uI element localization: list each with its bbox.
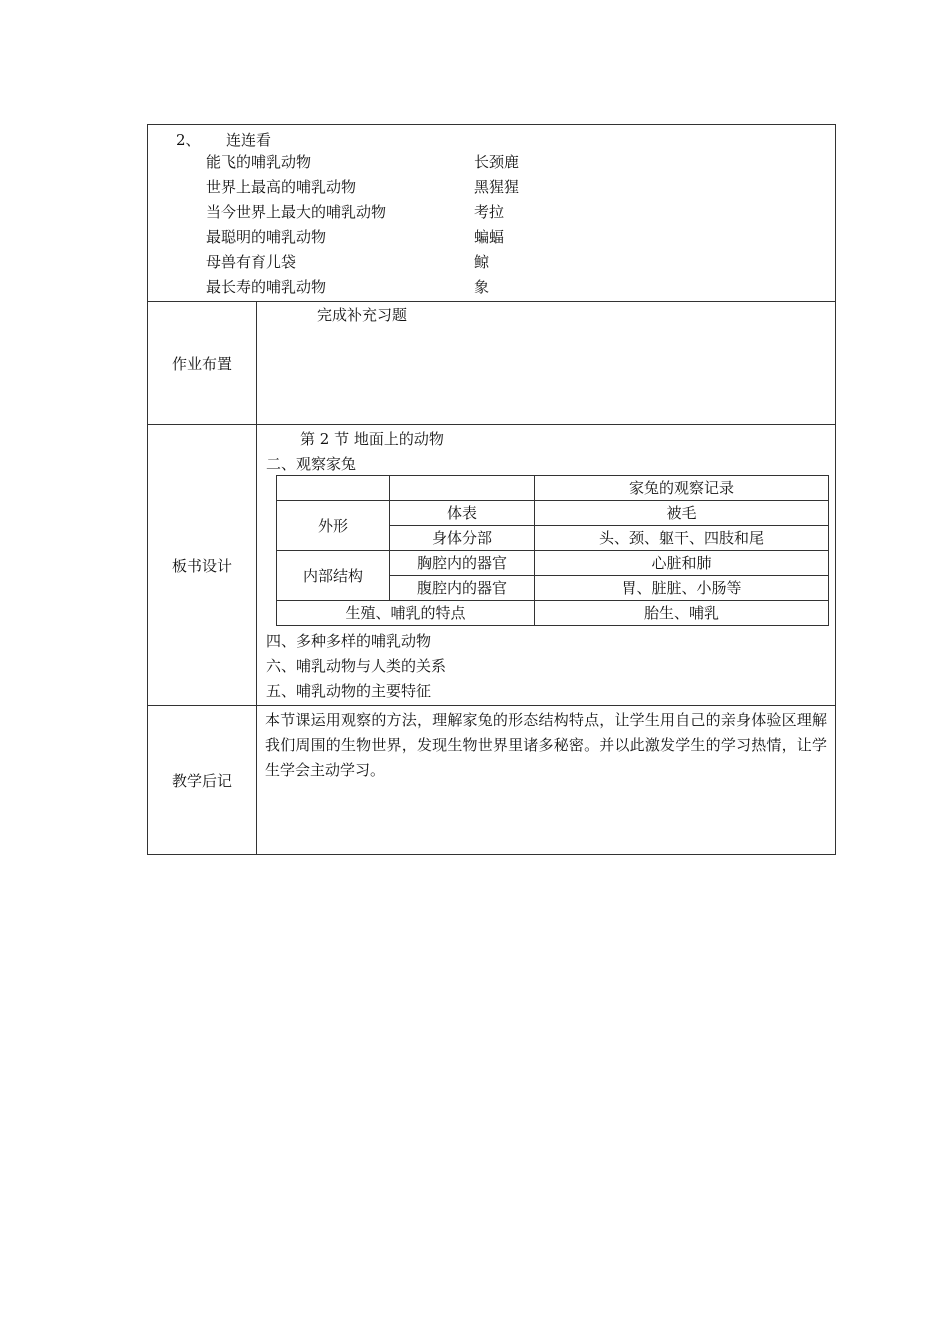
matching-left-item: 当今世界上最大的哺乳动物 bbox=[206, 203, 387, 221]
notes-content bbox=[257, 706, 835, 854]
matching-right-item: 鲸 bbox=[474, 253, 490, 271]
board-line: 五、哺乳动物的主要特征 bbox=[266, 682, 432, 700]
external-label: 外形 bbox=[277, 501, 390, 551]
internal-label: 内部结构 bbox=[277, 551, 390, 601]
homework-row bbox=[148, 302, 835, 425]
matching-row bbox=[206, 175, 826, 200]
table-cell bbox=[277, 476, 390, 501]
matching-left-item: 母兽有育儿袋 bbox=[206, 253, 297, 271]
table-row bbox=[277, 551, 829, 576]
matching-left-item: 最长寿的哺乳动物 bbox=[206, 278, 327, 296]
matching-right-item: 象 bbox=[474, 278, 490, 296]
board-design-row bbox=[148, 425, 835, 706]
table-cell: 体表 bbox=[390, 501, 535, 526]
homework-label: 作业布置 bbox=[148, 302, 257, 424]
matching-left-item: 最聪明的哺乳动物 bbox=[206, 228, 327, 246]
observation-table bbox=[276, 475, 829, 626]
notes-text: 本节课运用观察的方法，理解家兔的形态结构特点，让学生用自己的亲身体验区理解我们周围的生物世界，发现生物世界里诸多秘密。并以此激发学生的学习热情，让学生学会主动学习。 bbox=[265, 711, 827, 779]
table-row bbox=[277, 601, 829, 626]
matching-row bbox=[206, 250, 826, 275]
matching-row bbox=[206, 150, 826, 175]
teaching-notes-row bbox=[148, 706, 835, 854]
matching-left-item: 能飞的哺乳动物 bbox=[206, 153, 312, 171]
table-cell: 胸腔内的器官 bbox=[390, 551, 535, 576]
matching-left-item: 世界上最高的哺乳动物 bbox=[206, 178, 357, 196]
table-row bbox=[277, 476, 829, 501]
matching-right-item: 考拉 bbox=[474, 203, 505, 221]
matching-row bbox=[206, 200, 826, 225]
board-line: 四、多种多样的哺乳动物 bbox=[266, 632, 432, 650]
table-cell: 头、颈、躯干、四肢和尾 bbox=[535, 526, 829, 551]
table-cell: 胎生、哺乳 bbox=[535, 601, 829, 626]
homework-text: 完成补充习题 bbox=[317, 306, 408, 324]
board-line: 六、哺乳动物与人类的关系 bbox=[266, 657, 447, 675]
matching-row bbox=[206, 225, 826, 250]
section-title: 第 2 节 地面上的动物 bbox=[300, 430, 444, 448]
matching-right-item: 蝙蝠 bbox=[474, 228, 505, 246]
lesson-plan-table bbox=[147, 124, 836, 855]
board-content bbox=[257, 425, 835, 705]
matching-exercise bbox=[148, 125, 835, 302]
table-cell: 胃、脏脏、小肠等 bbox=[535, 576, 829, 601]
matching-title: 连连看 bbox=[226, 131, 272, 149]
homework-content bbox=[257, 302, 835, 424]
matching-heading bbox=[176, 129, 271, 151]
board-label: 板书设计 bbox=[148, 425, 257, 705]
matching-right-item: 长颈鹿 bbox=[474, 153, 520, 171]
table-header: 家兔的观察记录 bbox=[535, 476, 829, 501]
table-cell: 身体分部 bbox=[390, 526, 535, 551]
sub-title: 二、观察家兔 bbox=[266, 455, 357, 473]
matching-row bbox=[206, 275, 826, 300]
matching-right-item: 黑猩猩 bbox=[474, 178, 520, 196]
table-row bbox=[277, 501, 829, 526]
table-cell: 生殖、哺乳的特点 bbox=[277, 601, 535, 626]
table-cell: 腹腔内的器官 bbox=[390, 576, 535, 601]
matching-number: 2、 bbox=[176, 131, 201, 149]
table-cell: 心脏和肺 bbox=[535, 551, 829, 576]
table-cell bbox=[390, 476, 535, 501]
table-cell: 被毛 bbox=[535, 501, 829, 526]
notes-label: 教学后记 bbox=[148, 706, 257, 854]
